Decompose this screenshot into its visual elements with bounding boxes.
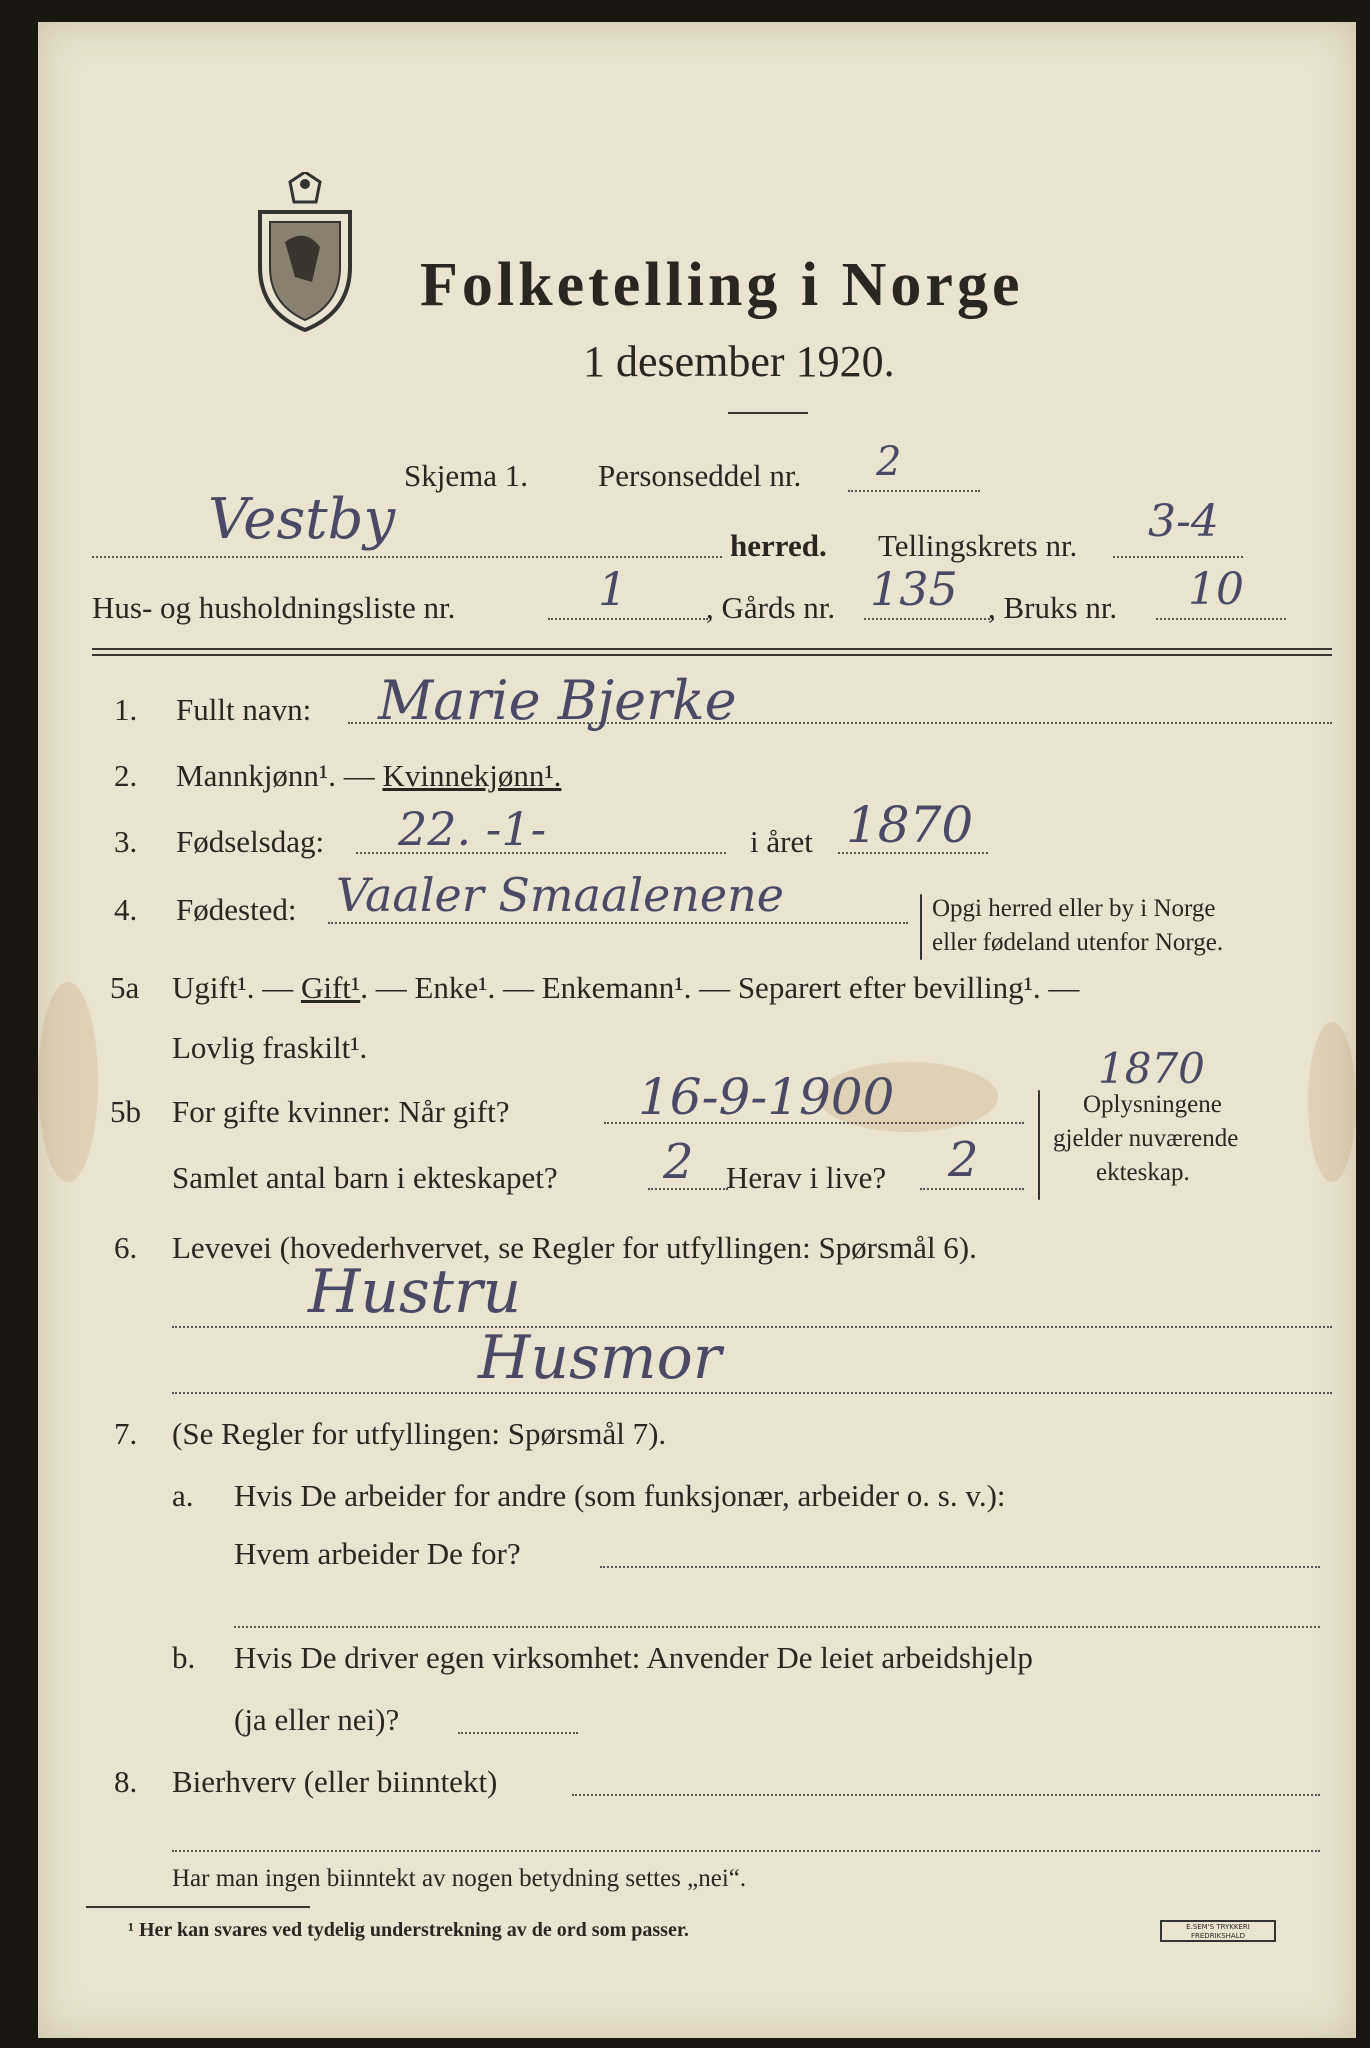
gards-line — [864, 618, 994, 620]
q5a-line2: Lovlig fraskilt¹. — [172, 1030, 368, 1065]
q3-value: 22. -1- — [398, 802, 547, 856]
personseddel-line — [848, 490, 980, 492]
q2-option-female: Kvinnekjønn¹. — [382, 758, 562, 793]
herred-value: Vestby — [208, 487, 396, 552]
q5b-note-1: Oplysningene — [1083, 1091, 1222, 1118]
q5b-barn-value: 2 — [663, 1134, 694, 1190]
skjema-label: Skjema 1. — [404, 458, 528, 493]
q7b-letter: b. — [172, 1640, 196, 1675]
tellingskrets-line — [1113, 556, 1243, 558]
q7b-sub: (ja eller nei)? — [234, 1702, 400, 1737]
q1-number: 1. — [114, 692, 138, 727]
q7a-label: Hvis De arbeider for andre (som funksjonær, arbeider o. s. v.): — [234, 1478, 1006, 1513]
q8-line-2 — [172, 1850, 1320, 1852]
q8-line-1 — [572, 1794, 1320, 1796]
q1-value: Marie Bjerke — [378, 669, 737, 732]
herred-line — [92, 556, 722, 558]
q7a-sub: Hvem arbeider De for? — [234, 1536, 521, 1571]
q6-line-2 — [172, 1392, 1332, 1394]
q4-number: 4. — [114, 892, 138, 927]
hus-value: 1 — [598, 562, 628, 616]
q4-note-2: eller fødeland utenfor Norge. — [932, 929, 1224, 956]
q4-label: Fødested: — [176, 892, 297, 927]
q7a-line-1 — [600, 1566, 1320, 1568]
q7a-line-2 — [234, 1626, 1320, 1628]
q6-number: 6. — [114, 1230, 138, 1265]
paper-stain — [38, 982, 98, 1182]
q8-number: 8. — [114, 1764, 138, 1799]
tellingskrets-label: Tellingskrets nr. — [878, 528, 1078, 563]
q7-number: 7. — [114, 1416, 138, 1451]
q5a-option-ugift: Ugift¹. — [172, 970, 255, 1005]
printer-stamp-text: E.SEM'S TRYKKERI FREDRIKSHALD — [1186, 1923, 1250, 1940]
q5b-margin-note: 1870 — [1098, 1044, 1205, 1093]
q5a-number: 5a — [110, 970, 140, 1005]
header-rule — [92, 654, 1332, 656]
q6-value-1: Hustru — [308, 1257, 522, 1327]
q3-number: 3. — [114, 824, 138, 859]
q2-separator: — — [335, 758, 383, 793]
q5a-separator: — — [254, 970, 301, 1005]
q6-value-2: Husmor — [478, 1323, 722, 1393]
q1-label: Fullt navn: — [176, 692, 312, 727]
q2-number: 2. — [114, 758, 138, 793]
q7-label: (Se Regler for utfyllingen: Spørsmål 7). — [172, 1416, 667, 1451]
q6-label: Levevei (hovederhvervet, se Regler for utfyllingen: Spørsmål 6). — [172, 1230, 977, 1265]
q5b-note-3: ekteskap. — [1096, 1159, 1190, 1186]
q2-option-male: Mannkjønn¹. — [176, 758, 336, 793]
q4-value: Vaaler Smaalenene — [336, 868, 785, 922]
bruks-label: , Bruks nr. — [988, 590, 1118, 625]
q4-brace — [920, 894, 922, 960]
q4-note-1: Opgi herred eller by i Norge — [932, 895, 1216, 922]
tellingskrets-value: 3-4 — [1148, 496, 1219, 547]
form-subtitle: 1 desember 1920. — [583, 337, 895, 386]
q5b-barn-label: Samlet antal barn i ekteskapet? — [172, 1160, 558, 1195]
q5b-live-label: Herav i live? — [726, 1160, 887, 1195]
bruks-line — [1156, 618, 1286, 620]
gards-value: 135 — [870, 562, 958, 616]
paper-stain — [1308, 1022, 1356, 1182]
herred-label: herred. — [730, 528, 827, 563]
q3-label: Fødselsdag: — [176, 824, 325, 859]
personseddel-value: 2 — [876, 439, 902, 485]
personseddel-label: Personseddel nr. — [598, 458, 802, 493]
census-form-page — [38, 22, 1356, 2038]
header-rule — [92, 648, 1332, 650]
q5b-value: 16-9-1900 — [638, 1068, 895, 1126]
footnote: ¹ Her kan svares ved tydelig understrekning av de ord som passer. — [128, 1919, 689, 1941]
q5b-number: 5b — [110, 1094, 141, 1129]
q2-text — [176, 760, 561, 791]
q7b-line — [458, 1732, 578, 1734]
q5a-option-gift: Gift¹ — [300, 970, 361, 1005]
gards-label: , Gårds nr. — [706, 590, 836, 625]
hus-label: Hus- og husholdningsliste nr. — [92, 590, 456, 625]
q5a-options-rest: . — Enke¹. — Enkemann¹. — Separert efter bevilling¹. — — [360, 970, 1080, 1005]
q5b-live-line — [920, 1188, 1024, 1190]
q5a-text — [172, 972, 1079, 1003]
title-divider — [728, 412, 808, 414]
q7b-label: Hvis De driver egen virksomhet: Anvender De leiet arbeidshjelp — [234, 1640, 1033, 1675]
q3-year-label: i året — [750, 824, 813, 859]
q8-label: Bierhverv (eller biinntekt) — [172, 1764, 498, 1799]
q4-line — [328, 922, 908, 924]
hus-line — [548, 618, 708, 620]
bruks-value: 10 — [1188, 564, 1244, 615]
q7a-letter: a. — [172, 1478, 194, 1513]
q5b-brace — [1038, 1090, 1040, 1200]
printer-stamp — [1160, 1920, 1276, 1942]
coat-of-arms-icon — [250, 172, 360, 332]
biinntekt-note: Har man ingen biinntekt av nogen betydning settes „nei“. — [172, 1865, 747, 1892]
q5b-note-2: gjelder nuværende — [1053, 1125, 1239, 1152]
q5b-live-value: 2 — [948, 1132, 979, 1188]
q3-year-value: 1870 — [846, 796, 974, 854]
footnote-rule — [86, 1906, 310, 1908]
q5b-label: For gifte kvinner: Når gift? — [172, 1094, 510, 1129]
form-title: Folketelling i Norge — [420, 251, 1024, 319]
